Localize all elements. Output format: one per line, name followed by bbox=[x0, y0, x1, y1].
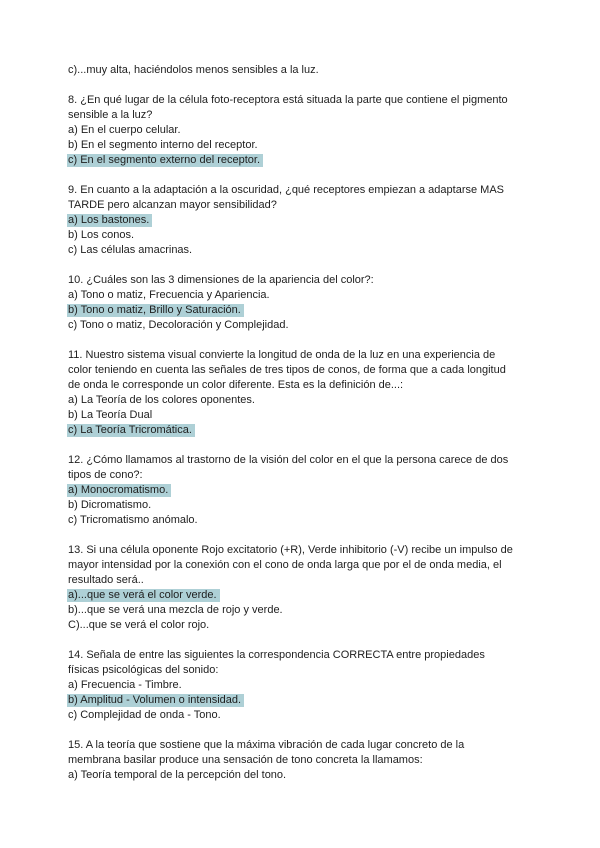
question-options bbox=[68, 123, 540, 168]
question-text-line: color teniendo en cuenta las señales de tres tipos de conos, de forma que a cada longitud bbox=[68, 364, 506, 376]
option-text: c) Las células amacrinas. bbox=[68, 244, 193, 256]
option-text: b) La Teoría Dual bbox=[68, 409, 153, 421]
question-text bbox=[68, 648, 540, 678]
option-line bbox=[68, 123, 540, 138]
question-text-line: membrana basilar produce una sensación de tono concreta la llamamos: bbox=[68, 754, 423, 766]
highlighted-answer: c) En el segmento externo del receptor. bbox=[67, 154, 263, 167]
question-options bbox=[68, 678, 540, 723]
question-text bbox=[68, 273, 540, 288]
option-text: b) Los conos. bbox=[68, 229, 135, 241]
question-text bbox=[68, 183, 540, 213]
option-line bbox=[68, 243, 540, 258]
option-line bbox=[68, 408, 540, 423]
intro-line: c)...muy alta, haciéndolos menos sensibles a la luz. bbox=[68, 64, 319, 76]
question-text bbox=[68, 453, 540, 483]
question-options bbox=[68, 393, 540, 438]
option-line bbox=[68, 423, 540, 438]
option-line bbox=[68, 393, 540, 408]
question-block-13 bbox=[68, 543, 540, 633]
option-line bbox=[68, 483, 540, 498]
question-text-line: físicas psicológicas del sonido: bbox=[68, 664, 219, 676]
option-text: b) En el segmento interno del receptor. bbox=[68, 139, 258, 151]
option-line bbox=[68, 678, 540, 693]
option-text: a) Frecuencia - Timbre. bbox=[68, 679, 182, 691]
option-line bbox=[68, 138, 540, 153]
option-text: c) Tricromatismo anómalo. bbox=[68, 514, 198, 526]
question-block-12 bbox=[68, 453, 540, 528]
question-text-line: TARDE pero alcanzan mayor sensibilidad? bbox=[68, 199, 277, 211]
intro-block bbox=[68, 63, 540, 78]
question-text-line: 9. En cuanto a la adaptación a la oscuridad, ¿qué receptores empiezan a adaptarse MAS bbox=[68, 184, 504, 196]
option-line bbox=[68, 588, 540, 603]
question-text-line: 8. ¿En qué lugar de la célula foto-receptora está situada la parte que contiene el pigmento bbox=[68, 94, 508, 106]
option-text: c) Complejidad de onda - Tono. bbox=[68, 709, 221, 721]
question-block-9 bbox=[68, 183, 540, 258]
highlighted-answer: b) Tono o matiz, Brillo y Saturación. bbox=[67, 304, 244, 317]
highlighted-answer: c) La Teoría Tricromática. bbox=[67, 424, 195, 437]
option-line bbox=[68, 618, 540, 633]
question-text-line: resultado será.. bbox=[68, 574, 144, 586]
question-text-line: 11. Nuestro sistema visual convierte la longitud de onda de la luz en una experiencia de bbox=[68, 349, 496, 361]
option-text: a) La Teoría de los colores oponentes. bbox=[68, 394, 255, 406]
option-text: b)...que se verá una mezcla de rojo y verde. bbox=[68, 604, 283, 616]
question-text-line: 13. Si una célula oponente Rojo excitatorio (+R), Verde inhibitorio (-V) recibe un impulso de bbox=[68, 544, 513, 556]
option-text: b) Dicromatismo. bbox=[68, 499, 152, 511]
highlighted-answer: a)...que se verá el color verde. bbox=[67, 589, 220, 602]
option-text: c) Tono o matiz, Decoloración y Complejidad. bbox=[68, 319, 289, 331]
question-options bbox=[68, 213, 540, 258]
option-line bbox=[68, 513, 540, 528]
question-block-8 bbox=[68, 93, 540, 168]
question-text bbox=[68, 348, 540, 393]
option-line bbox=[68, 303, 540, 318]
question-options bbox=[68, 288, 540, 333]
question-text-line: 10. ¿Cuáles son las 3 dimensiones de la apariencia del color?: bbox=[68, 274, 374, 286]
highlighted-answer: a) Los bastones. bbox=[67, 214, 152, 227]
question-block-10 bbox=[68, 273, 540, 333]
highlighted-answer: b) Amplitud - Volumen o intensidad. bbox=[67, 694, 244, 707]
option-line bbox=[68, 318, 540, 333]
question-text-line: 12. ¿Cómo llamamos al trastorno de la visión del color en el que la persona carece de dos bbox=[68, 454, 509, 466]
question-block-15 bbox=[68, 738, 540, 783]
question-text bbox=[68, 93, 540, 123]
question-text-line: de onda le corresponde un color diferente. Esta es la definición de...: bbox=[68, 379, 404, 391]
option-line bbox=[68, 288, 540, 303]
option-text: a) En el cuerpo celular. bbox=[68, 124, 181, 136]
question-text bbox=[68, 738, 540, 768]
question-text-line: 14. Señala de entre las siguientes la correspondencia CORRECTA entre propiedades bbox=[68, 649, 485, 661]
option-line bbox=[68, 603, 540, 618]
question-block-14 bbox=[68, 648, 540, 723]
questions-list bbox=[68, 93, 540, 783]
option-text: a) Tono o matiz, Frecuencia y Apariencia. bbox=[68, 289, 270, 301]
question-options bbox=[68, 483, 540, 528]
option-text: a) Teoría temporal de la percepción del tono. bbox=[68, 769, 287, 781]
highlighted-answer: a) Monocromatismo. bbox=[67, 484, 171, 497]
question-text-line: 15. A la teoría que sostiene que la máxima vibración de cada lugar concreto de la bbox=[68, 739, 465, 751]
option-line bbox=[68, 228, 540, 243]
question-text bbox=[68, 543, 540, 588]
option-line bbox=[68, 498, 540, 513]
question-options bbox=[68, 588, 540, 633]
question-block-11 bbox=[68, 348, 540, 438]
question-text-line: tipos de cono?: bbox=[68, 469, 143, 481]
option-line bbox=[68, 153, 540, 168]
question-text-line: sensible a la luz? bbox=[68, 109, 153, 121]
question-text-line: mayor intensidad por la conexión con el cono de onda larga que por el de onda media, el bbox=[68, 559, 502, 571]
question-options bbox=[68, 768, 540, 783]
option-line bbox=[68, 708, 540, 723]
option-line bbox=[68, 693, 540, 708]
option-line bbox=[68, 213, 540, 228]
option-text: C)...que se verá el color rojo. bbox=[68, 619, 210, 631]
option-line bbox=[68, 768, 540, 783]
